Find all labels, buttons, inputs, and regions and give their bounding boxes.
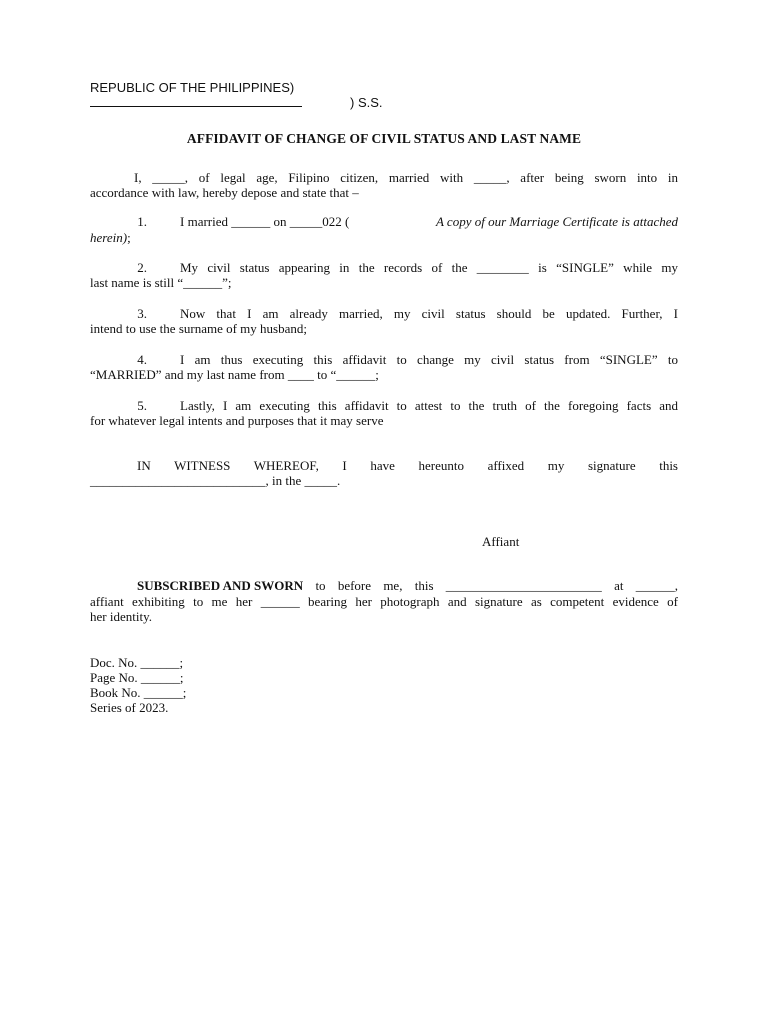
jurat-line-1-rest: to before me, this ________________________ at ______,: [303, 578, 678, 593]
item-number: 5.: [137, 398, 147, 413]
list-item-5: [90, 398, 678, 413]
item-2-line-2: last name is still “______”;: [90, 275, 232, 290]
republic-heading: REPUBLIC OF THE PHILIPPINES): [90, 80, 295, 95]
item-1-text-a: I married ______ on _____022 (: [180, 214, 350, 229]
series-year: Series of 2023.: [90, 700, 169, 715]
witness-line-1: IN WITNESS WHEREOF, I have hereunto affixed my signature this: [137, 458, 678, 473]
item-4-line-2: “MARRIED” and my last name from ____ to “______;: [90, 367, 379, 382]
affiant-label: Affiant: [482, 534, 520, 549]
witness-line-2: ___________________________, in the _____.: [90, 473, 341, 488]
item-5-line-2: for whatever legal intents and purposes that it may serve: [90, 413, 384, 428]
item-number: 1.: [137, 214, 147, 229]
item-4-line-1: I am thus executing this affidavit to change my civil status from “SINGLE” to: [180, 352, 678, 367]
venue-underline: [90, 96, 302, 107]
item-number: 3.: [137, 306, 147, 321]
jurat-line-1: [137, 578, 678, 593]
jurat-bold-heading: SUBSCRIBED AND SWORN: [137, 578, 304, 593]
intro-line-1: I, _____, of legal age, Filipino citizen, married with _____, after being sworn into in: [134, 170, 678, 185]
list-item-3: [90, 306, 678, 321]
doc-number: Doc. No. ______;: [90, 655, 184, 670]
item-number: 2.: [137, 260, 147, 275]
list-item-2: [90, 260, 678, 275]
list-item-1: [90, 214, 678, 229]
ss-label: ) S.S.: [350, 95, 383, 110]
item-3-line-2: intend to use the surname of my husband;: [90, 321, 307, 336]
item-1-line-2: [90, 230, 131, 245]
jurat-line-2: affiant exhibiting to me her ______ bearing her photograph and signature as competent evidence of: [90, 594, 678, 609]
item-1-semicolon: ;: [127, 230, 131, 245]
item-1-text-b: A copy of our Marriage Certificate is attached: [435, 214, 678, 229]
document-title: AFFIDAVIT OF CHANGE OF CIVIL STATUS AND LAST NAME: [186, 131, 582, 146]
item-3-line-1: Now that I am already married, my civil status should be updated. Further, I: [180, 306, 678, 321]
page-number: Page No. ______;: [90, 670, 184, 685]
intro-line-2: accordance with law, hereby depose and state that –: [90, 185, 359, 200]
item-number: 4.: [137, 352, 147, 367]
jurat-line-3: her identity.: [90, 609, 152, 624]
list-item-4: [90, 352, 678, 367]
item-2-line-1: My civil status appearing in the records of the ________ is “SINGLE” while my: [180, 260, 678, 275]
item-5-line-1: Lastly, I am executing this affidavit to attest to the truth of the foregoing facts and: [180, 398, 678, 413]
book-number: Book No. ______;: [90, 685, 187, 700]
item-1-italic-end: herein): [90, 230, 128, 245]
